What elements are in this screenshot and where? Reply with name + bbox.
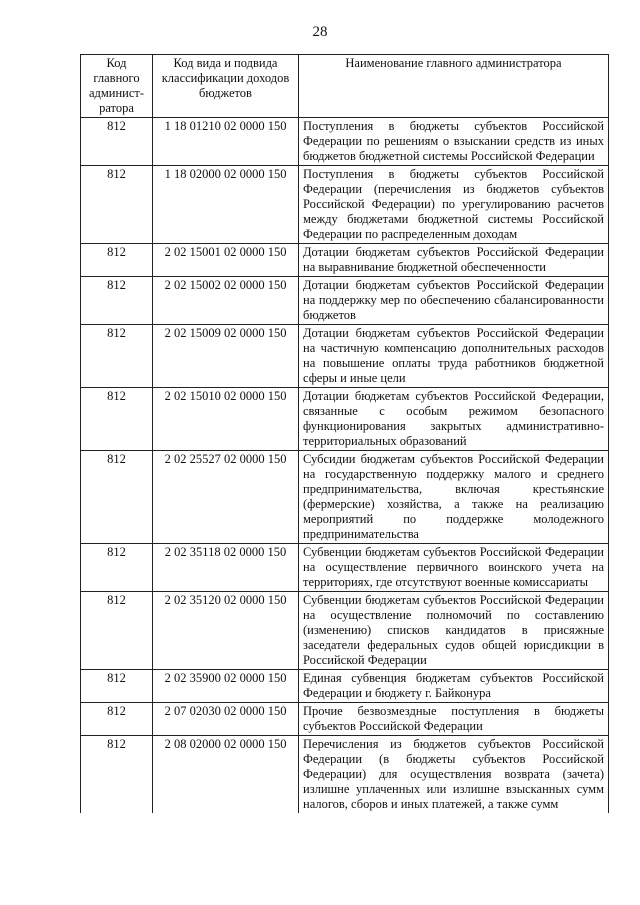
table-row	[81, 544, 609, 592]
income-code-cell: 2 02 35118 02 0000 150	[153, 544, 299, 592]
table-row	[81, 244, 609, 277]
income-code-cell: 1 18 02000 02 0000 150	[153, 166, 299, 244]
table-row	[81, 592, 609, 670]
admin-code-cell: 812	[81, 118, 153, 166]
admin-code-cell: 812	[81, 544, 153, 592]
admin-code-cell: 812	[81, 166, 153, 244]
table-row	[81, 703, 609, 736]
income-code-cell: 2 02 35900 02 0000 150	[153, 670, 299, 703]
admin-name-cell: Поступления в бюджеты субъектов Российской Федерации (перечисления из бюджетов субъектов Российской Федерации) по урегулированию расчетов между бюджетами бюджетной системы Российской Федерации по распределенным доходам	[299, 166, 609, 244]
admin-name-cell: Прочие безвозмездные поступления в бюджеты субъектов Российской Федерации	[299, 703, 609, 736]
income-code-cell: 2 02 15010 02 0000 150	[153, 388, 299, 451]
admin-code-cell: 812	[81, 388, 153, 451]
admin-code-cell: 812	[81, 244, 153, 277]
admin-code-cell: 812	[81, 592, 153, 670]
page-number: 28	[312, 24, 328, 40]
admin-name-cell: Субсидии бюджетам субъектов Российской Федерации на государственную поддержку малого и среднего предпринимательства, включая крестьянские (фермерские) хозяйства, а также на реализацию мероприятий по поддержке молодежного предпринимательства	[299, 451, 609, 544]
table-row	[81, 388, 609, 451]
admin-name-cell: Дотации бюджетам субъектов Российской Федерации на поддержку мер по обеспечению сбалансированности бюджетов	[299, 277, 609, 325]
income-code-cell: 1 18 01210 02 0000 150	[153, 118, 299, 166]
admin-name-cell: Дотации бюджетам субъектов Российской Федерации на выравнивание бюджетной обеспеченности	[299, 244, 609, 277]
income-code-cell: 2 02 15001 02 0000 150	[153, 244, 299, 277]
income-code-cell: 2 02 15009 02 0000 150	[153, 325, 299, 388]
header-income-code: Код вида и подвида классификации доходов бюджетов	[153, 55, 299, 118]
table-row	[81, 451, 609, 544]
admin-code-cell: 812	[81, 277, 153, 325]
income-code-cell: 2 02 15002 02 0000 150	[153, 277, 299, 325]
admin-code-cell: 812	[81, 736, 153, 814]
admin-name-cell: Дотации бюджетам субъектов Российской Федерации, связанные с особым режимом безопасного функционирования закрытых административно-территориальных образований	[299, 388, 609, 451]
table-row	[81, 325, 609, 388]
income-code-cell: 2 02 25527 02 0000 150	[153, 451, 299, 544]
admin-code-cell: 812	[81, 703, 153, 736]
revenue-administrators-table	[80, 54, 609, 813]
admin-code-cell: 812	[81, 325, 153, 388]
admin-code-cell: 812	[81, 670, 153, 703]
admin-name-cell: Субвенции бюджетам субъектов Российской Федерации на осуществление первичного воинского учета на территориях, где отсутствуют военные комиссариаты	[299, 544, 609, 592]
table-row	[81, 670, 609, 703]
income-code-cell: 2 08 02000 02 0000 150	[153, 736, 299, 814]
income-code-cell: 2 07 02030 02 0000 150	[153, 703, 299, 736]
admin-name-cell: Дотации бюджетам субъектов Российской Федерации на частичную компенсацию дополнительных расходов на повышение оплаты труда работников бюджетной сферы и иные цели	[299, 325, 609, 388]
admin-code-cell: 812	[81, 451, 153, 544]
header-admin-name: Наименование главного администратора	[299, 55, 609, 118]
admin-name-cell: Поступления в бюджеты субъектов Российской Федерации по решениям о взыскании средств из иных бюджетов бюджетной системы Российской Федерации	[299, 118, 609, 166]
admin-name-cell: Перечисления из бюджетов субъектов Российской Федерации (в бюджеты субъектов Российской Федерации) для осуществления возврата (зачета) излишне уплаченных или излишне взысканных сумм налогов, сборов и иных платежей, а также сумм	[299, 736, 609, 814]
admin-name-cell: Единая субвенция бюджетам субъектов Российской Федерации и бюджету г. Байконура	[299, 670, 609, 703]
header-admin-code: Код главного админист-ратора	[81, 55, 153, 118]
table-header-row	[81, 55, 609, 118]
table-row	[81, 736, 609, 814]
table-row	[81, 118, 609, 166]
table-row	[81, 166, 609, 244]
table-row	[81, 277, 609, 325]
admin-name-cell: Субвенции бюджетам субъектов Российской Федерации на осуществление полномочий по составлению (изменению) списков кандидатов в присяжные заседатели федеральных судов общей юрисдикции в Российской Федерации	[299, 592, 609, 670]
income-code-cell: 2 02 35120 02 0000 150	[153, 592, 299, 670]
